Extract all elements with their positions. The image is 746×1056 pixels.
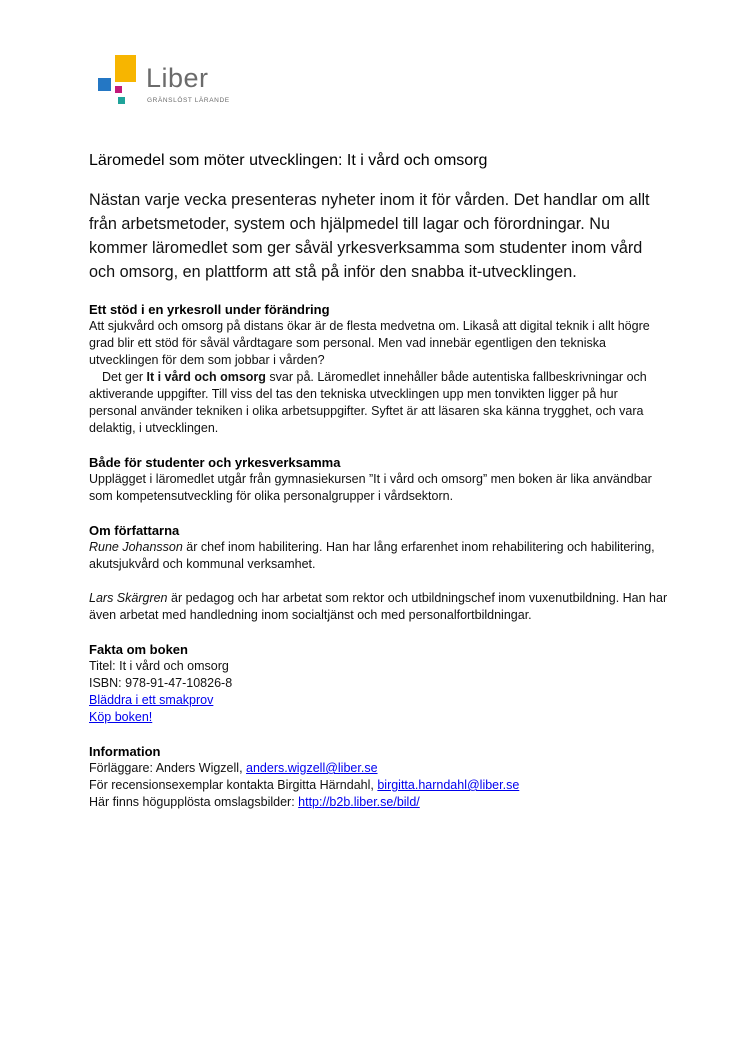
text-span: Förläggare: Anders Wigzell, [89, 761, 247, 775]
section-fakta [89, 641, 669, 726]
logo-teal-square [118, 97, 125, 104]
cover-images-link[interactable]: http://b2b.liber.se/bild/ [298, 795, 420, 809]
lead-paragraph: Nästan varje vecka presenteras nyheter inom it för vården. Det handlar om allt från arbetsmetoder, system och hjälpmedel till lagar och förordningar. Nu kommer läromedlet som ger såväl yrkesverksamma som studenter inom vård och omsorg, en plattform att stå på inför den snabba it-utvecklingen. [89, 191, 650, 281]
link-line [89, 709, 669, 726]
author-bio: är pedagog och har arbetat som rektor och utbildningschef inom vuxenutbildning. Han har även arbetat med handledning inom socialtjänst och med personalfortbildningar. [89, 591, 668, 622]
publisher-email-link[interactable]: anders.wigzell@liber.se [246, 761, 378, 775]
press-release [89, 150, 669, 811]
review-email-link[interactable]: birgitta.harndahl@liber.se [377, 778, 520, 792]
book-title-bold: It i vård och omsorg [146, 370, 266, 384]
book-title-line: Titel: It i vård och omsorg [89, 659, 229, 673]
section-heading: Både för studenter och yrkesverksamma [89, 455, 341, 470]
cover-images-line [89, 794, 669, 811]
section-heading: Om författarna [89, 523, 180, 538]
section-heading: Ett stöd i en yrkesroll under förändring [89, 302, 330, 317]
section-yrkesroll [89, 301, 669, 437]
author-bio: är chef inom habilitering. Han har lång erfarenhet inom rehabilitering och habilitering, akutsjukvård och kommunal verksamhet. [89, 540, 655, 571]
liber-logo [98, 55, 258, 115]
buy-book-link[interactable]: Köp boken! [89, 710, 153, 724]
logo-yellow-square [115, 55, 136, 82]
text-span: svar på. Läromedlet innehåller både autentiska fallbeskrivningar och aktiverande uppgifter. Till viss del tas den tekniska utvecklingen upp men tonvikten ligger på hur personal använder tekniken i olika arbetsuppgifter. Syftet är att läsaren ska känna trygghet, och vara delaktig, i utvecklingen. [89, 370, 647, 435]
author-name: Lars Skärgren [89, 591, 168, 605]
logo-blue-square [98, 78, 111, 91]
link-line [89, 692, 669, 709]
section-studenter [89, 454, 669, 505]
section-heading: Fakta om boken [89, 642, 188, 657]
text-span: För recensionsexemplar kontakta Birgitta Härndahl, [89, 778, 378, 792]
section-paragraph [89, 369, 669, 437]
page-title: Läromedel som möter utvecklingen: It i vård och omsorg [89, 152, 488, 169]
sample-link[interactable]: Bläddra i ett smakprov [89, 693, 214, 707]
logo-tagline: GRÄNSLÖST LÄRANDE [147, 97, 230, 104]
review-copy-line [89, 777, 669, 794]
section-heading: Information [89, 744, 161, 759]
section-forfattarna [89, 522, 669, 624]
section-paragraph: Att sjukvård och omsorg på distans ökar är de flesta medvetna om. Likaså att digital teknik i allt högre grad blir ett stöd för såväl vårdtagare som personal. Men vad innebär egentligen den tekniska utvecklingen för dem som jobbar i vården? [89, 319, 650, 367]
section-paragraph: Upplägget i läromedlet utgår från gymnasiekursen ”It i vård och omsorg” men boken är lika användbar som kompetensutveckling för olika personalgrupper i vårdsektorn. [89, 472, 652, 503]
isbn-line: ISBN: 978-91-47-10826-8 [89, 676, 233, 690]
author-name: Rune Johansson [89, 540, 183, 554]
logo-wordmark: Liber [146, 63, 209, 93]
text-span: Det ger [102, 370, 147, 384]
text-span: Här finns högupplösta omslagsbilder: [89, 795, 299, 809]
author-paragraph [89, 539, 669, 573]
logo-magenta-square [115, 86, 122, 93]
author-paragraph [89, 590, 669, 624]
section-information [89, 743, 669, 811]
publisher-line [89, 760, 669, 777]
